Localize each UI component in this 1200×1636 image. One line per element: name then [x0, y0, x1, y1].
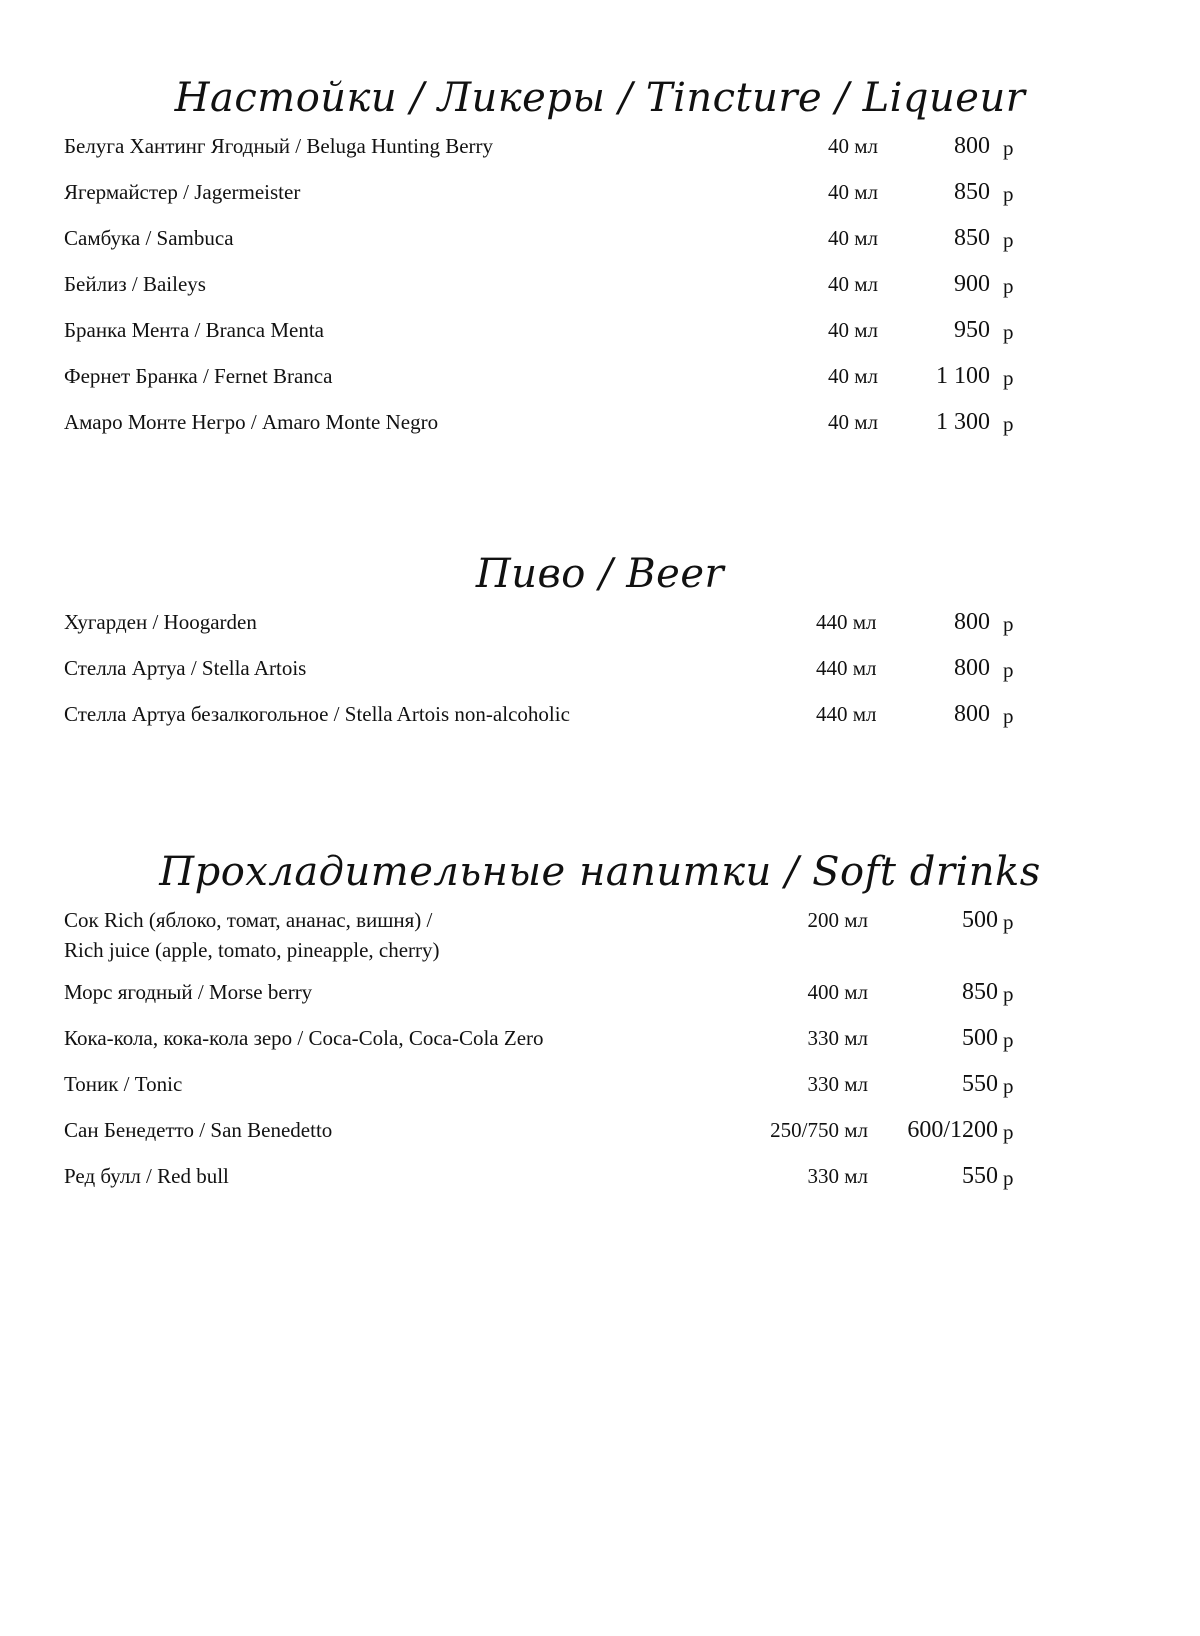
item-currency: р — [1003, 136, 1014, 160]
item-price: 850 — [954, 179, 990, 205]
item-name: Самбука / Sambuca — [64, 226, 234, 250]
item-volume: 40 мл — [828, 364, 879, 388]
menu-item — [0, 654, 1200, 694]
menu-item — [0, 224, 1200, 264]
item-price: 800 — [954, 655, 990, 681]
item-currency: р — [1003, 1120, 1014, 1144]
menu-item — [0, 408, 1200, 448]
item-volume: 440 мл — [816, 656, 877, 680]
item-volume: 40 мл — [828, 272, 879, 296]
item-name: Фернет Бранка / Fernet Branca — [64, 364, 333, 388]
item-currency: р — [1003, 982, 1014, 1006]
item-volume: 200 мл — [807, 908, 868, 932]
item-price: 500 — [962, 907, 998, 933]
item-price: 800 — [954, 133, 990, 159]
item-name: Хугарден / Hoogarden — [64, 610, 257, 634]
item-name: Кока-кола, кока-кола зеро / Coca-Cola, Coca-Cola Zero — [64, 1026, 544, 1050]
item-currency: р — [1003, 228, 1014, 252]
menu-item — [0, 362, 1200, 402]
item-name: Сан Бенедетто / San Benedetto — [64, 1118, 333, 1142]
item-volume: 40 мл — [828, 410, 879, 434]
item-volume: 40 мл — [828, 134, 879, 158]
menu-item — [0, 178, 1200, 218]
item-volume: 330 мл — [807, 1164, 868, 1188]
item-currency: р — [1003, 182, 1014, 206]
item-volume: 400 мл — [807, 980, 868, 1004]
item-currency: р — [1003, 1028, 1014, 1052]
item-name: Белуга Хантинг Ягодный / Beluga Hunting Berry — [64, 134, 494, 158]
item-currency: р — [1003, 274, 1014, 298]
item-name: Бейлиз / Baileys — [64, 272, 206, 296]
item-price: 800 — [954, 609, 990, 635]
item-name: Амаро Монте Негро / Amaro Monte Negro — [64, 410, 439, 434]
item-price: 500 — [962, 1025, 998, 1051]
item-price: 550 — [962, 1163, 998, 1189]
menu-item — [0, 270, 1200, 310]
item-name: Морс ягодный / Morse berry — [64, 980, 313, 1004]
item-price: 800 — [954, 701, 990, 727]
item-currency: р — [1003, 412, 1014, 436]
item-name: Стелла Артуа / Stella Artois — [64, 656, 307, 680]
item-currency: р — [1003, 1166, 1014, 1190]
section-title-liqueur: Настойки / Ликеры / Tincture / Liqueur — [174, 75, 1026, 121]
item-volume: 40 мл — [828, 318, 879, 342]
item-volume: 440 мл — [816, 610, 877, 634]
item-price: 850 — [962, 979, 998, 1005]
menu-item — [0, 608, 1200, 648]
menu-item — [0, 1162, 1200, 1202]
item-price: 600/1200 — [907, 1117, 998, 1143]
item-currency: р — [1003, 366, 1014, 390]
menu-item — [0, 906, 1200, 966]
item-price: 550 — [962, 1071, 998, 1097]
item-name — [64, 906, 744, 964]
item-price: 1 300 — [936, 409, 990, 435]
item-currency: р — [1003, 658, 1014, 682]
section-title-soft-drinks: Прохладительные напитки / Soft drinks — [159, 849, 1041, 895]
item-price: 1 100 — [936, 363, 990, 389]
menu-item — [0, 978, 1200, 1018]
item-currency: р — [1003, 320, 1014, 344]
item-name-line2: Rich juice (apple, tomato, pineapple, cherry) — [64, 938, 440, 962]
item-name: Тоник / Tonic — [64, 1072, 183, 1096]
menu-item — [0, 1024, 1200, 1064]
item-name-line1: Сок Rich (яблоко, томат, ананас, вишня) / — [64, 908, 433, 932]
item-volume: 40 мл — [828, 226, 879, 250]
item-name: Ред булл / Red bull — [64, 1164, 229, 1188]
item-price: 900 — [954, 271, 990, 297]
item-volume: 440 мл — [816, 702, 877, 726]
item-volume: 250/750 мл — [770, 1118, 868, 1142]
item-name: Стелла Артуа безалкогольное / Stella Artois non-alcoholic — [64, 702, 570, 726]
item-currency: р — [1003, 910, 1014, 934]
menu-item — [0, 1116, 1200, 1156]
item-price: 950 — [954, 317, 990, 343]
item-volume: 330 мл — [807, 1026, 868, 1050]
item-volume: 330 мл — [807, 1072, 868, 1096]
item-currency: р — [1003, 612, 1014, 636]
menu-item — [0, 316, 1200, 356]
section-title-beer: Пиво / Beer — [475, 551, 725, 597]
item-volume: 40 мл — [828, 180, 879, 204]
item-price: 850 — [954, 225, 990, 251]
item-name: Бранка Мента / Branca Menta — [64, 318, 324, 342]
item-currency: р — [1003, 1074, 1014, 1098]
item-name: Ягермайстер / Jagermeister — [64, 180, 301, 204]
item-currency: р — [1003, 704, 1014, 728]
menu-item — [0, 1070, 1200, 1110]
menu-item — [0, 132, 1200, 172]
menu-item — [0, 700, 1200, 740]
